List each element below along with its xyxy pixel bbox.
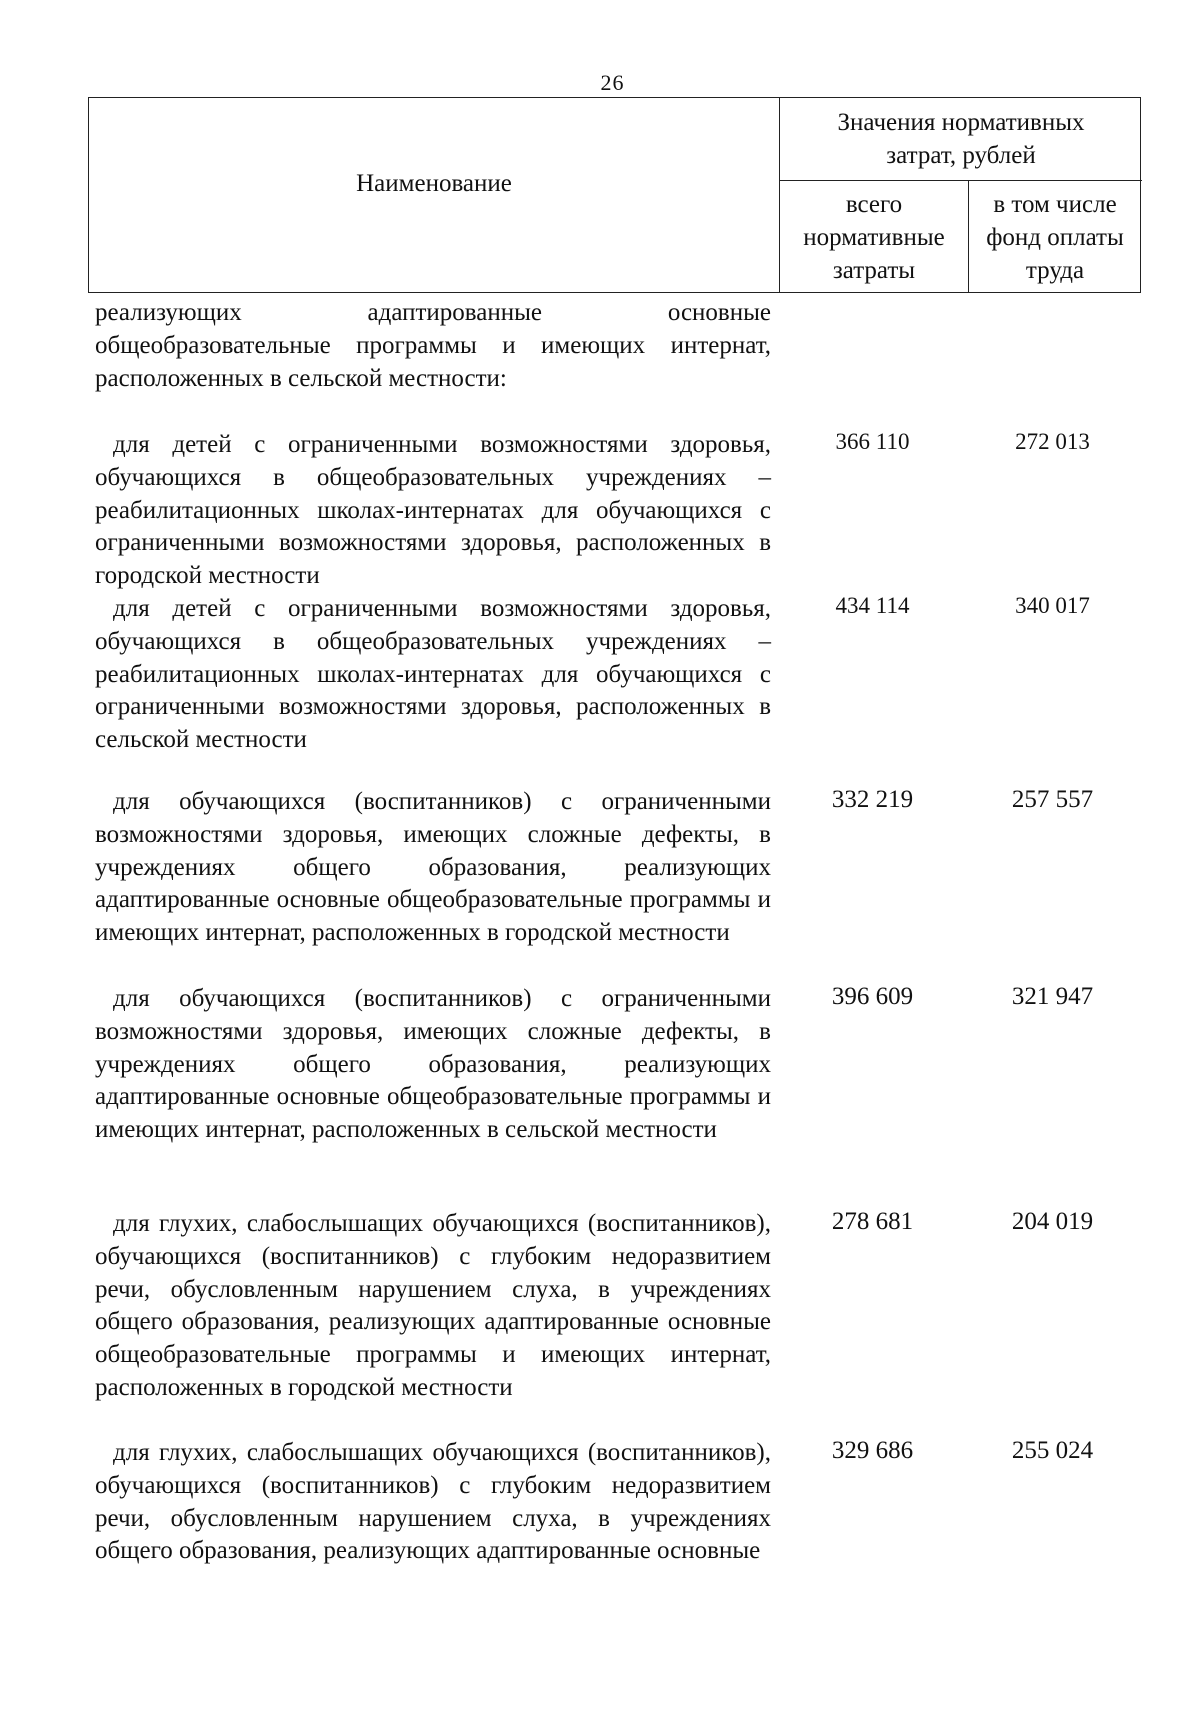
table-row	[95, 983, 771, 1147]
column-header-values-group	[780, 98, 1142, 181]
table-row	[95, 1437, 771, 1568]
wage-fund-label: в том числе фонд оплаты труда	[986, 190, 1124, 284]
intro-text-block	[95, 297, 771, 395]
table-row	[95, 593, 771, 757]
table-row	[95, 786, 771, 950]
row-total-value: 329 686	[831, 1437, 914, 1464]
row-total-value: 366 110	[835, 429, 910, 454]
row-text: для обучающихся (воспитанников) с ограниченными возможностями здоровья, имеющих сложные дефекты, в учреждениях общего образования, реализующих адаптированные основные общеобразовательные программы и имеющих интернат, расположенных в сельской местности	[95, 985, 771, 1144]
total-label: всего нормативные затраты	[803, 190, 945, 284]
row-total-value: 396 609	[831, 983, 914, 1010]
table-header	[88, 97, 1141, 293]
row-text: для детей с ограниченными возможностями здоровья, обучающихся в общеобразовательных учреждениях – реабилитационных школах-интернатах для обучающихся с ограниченными возможностями здоровья, расположенных в сельской местности	[95, 595, 771, 754]
column-header-name: Наименование	[89, 98, 780, 292]
row-text: для глухих, слабослышащих обучающихся (воспитанников), обучающихся (воспитанников) с глубоким недоразвитием речи, обусловленным нарушением слуха, в учреждениях общего образования, реализующих адаптированные основные	[95, 1439, 771, 1565]
row-wage-value: 321 947	[1011, 983, 1094, 1010]
page-number: 26	[600, 70, 625, 95]
row-wage-value: 272 013	[1015, 429, 1090, 454]
table-row	[95, 429, 771, 593]
row-wage-value: 255 024	[1011, 1437, 1094, 1464]
column-header-wage-fund	[969, 181, 1141, 293]
table-row	[95, 1208, 771, 1405]
row-wage-value: 340 017	[1015, 593, 1090, 618]
row-total-value: 434 114	[835, 593, 910, 618]
intro-text: реализующих адаптированные основные общеобразовательные программы и имеющих интернат, расположенных в сельской местности:	[95, 299, 771, 392]
row-wage-value: 204 019	[1011, 1208, 1094, 1235]
row-wage-value: 257 557	[1011, 786, 1094, 813]
values-group-label: Значения нормативных затрат, рублей	[837, 109, 1085, 169]
row-text: для детей с ограниченными возможностями здоровья, обучающихся в общеобразовательных учреждениях – реабилитационных школах-интернатах для обучающихся с ограниченными возможностями здоровья, расположенных в городской местности	[95, 431, 771, 590]
column-header-total	[780, 181, 969, 293]
row-total-value: 332 219	[831, 786, 914, 813]
row-text: для глухих, слабослышащих обучающихся (воспитанников), обучающихся (воспитанников) с глубоким недоразвитием речи, обусловленным нарушением слуха, в учреждениях общего образования, реализующих адаптированные основные общеобразовательные программы и имеющих интернат, расположенных в городской местности	[95, 1210, 771, 1401]
row-text: для обучающихся (воспитанников) с ограниченными возможностями здоровья, имеющих сложные дефекты, в учреждениях общего образования, реализующих адаптированные основные общеобразовательные программы и имеющих интернат, расположенных в городской местности	[95, 788, 771, 947]
row-total-value: 278 681	[831, 1208, 914, 1235]
